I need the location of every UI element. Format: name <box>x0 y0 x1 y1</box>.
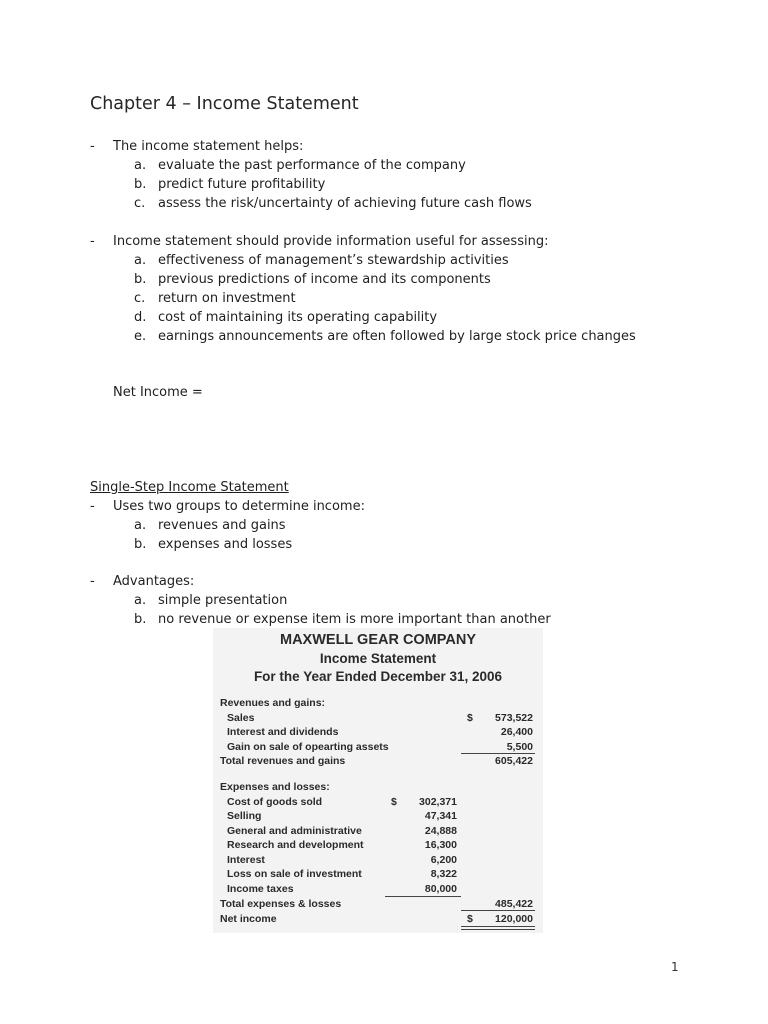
revenue-amount: 26,400 <box>500 726 533 738</box>
section-lead: The income statement helps: <box>113 139 304 154</box>
expense-label: Interest <box>227 854 265 866</box>
bullet-dash: - <box>90 139 95 154</box>
expense-label: Cost of goods sold <box>227 796 323 808</box>
list-letter: d. <box>134 310 147 325</box>
list-item: predict future profitability <box>158 177 326 192</box>
currency-symbol: $ <box>391 796 397 808</box>
list-letter: c. <box>134 196 146 211</box>
list-item: cost of maintaining its operating capability <box>158 310 438 325</box>
list-letter: e. <box>134 329 147 344</box>
list-letter: a. <box>134 253 147 268</box>
expense-amount: 80,000 <box>424 883 457 895</box>
page-number: 1 <box>671 960 679 974</box>
total-revenues-label: Total revenues and gains <box>220 755 346 767</box>
list-item: simple presentation <box>158 593 288 608</box>
expense-label: Selling <box>227 810 262 822</box>
revenue-label: Sales <box>227 712 255 724</box>
list-letter: c. <box>134 291 146 306</box>
subtotal-rule <box>461 753 535 754</box>
expense-label: Income taxes <box>227 883 294 895</box>
expense-label: Research and development <box>227 839 364 851</box>
list-letter: b. <box>134 537 147 552</box>
revenue-amount: 5,500 <box>506 741 533 753</box>
company-name: MAXWELL GEAR COMPANY <box>279 632 477 648</box>
currency-symbol: $ <box>467 712 473 724</box>
section-heading: Single-Step Income Statement <box>90 480 289 495</box>
section-lead: Advantages: <box>113 574 195 589</box>
double-rule-bottom <box>461 929 535 930</box>
list-item: expenses and losses <box>158 537 293 552</box>
double-rule-top <box>461 926 535 927</box>
list-item: evaluate the past performance of the company <box>158 158 466 173</box>
expense-amount: 8,322 <box>430 868 457 880</box>
section-lead: Income statement should provide information useful for assessing: <box>113 234 549 249</box>
currency-symbol: $ <box>467 913 473 925</box>
expense-amount: 24,888 <box>424 825 457 837</box>
list-item: effectiveness of management’s stewardship activities <box>158 253 509 268</box>
subtotal-rule <box>461 910 535 911</box>
list-item: earnings announcements are often followed by large stock price changes <box>158 329 636 344</box>
net-income-row-label: Net income <box>220 913 277 925</box>
net-income-amount: 120,000 <box>495 913 533 925</box>
revenues-heading: Revenues and gains: <box>220 697 326 709</box>
list-letter: a. <box>134 593 147 608</box>
list-letter: a. <box>134 158 147 173</box>
expense-label: Loss on sale of investment <box>227 868 362 880</box>
list-item: assess the risk/uncertainty of achieving future cash flows <box>158 196 532 211</box>
expense-amount: 47,341 <box>424 810 457 822</box>
revenue-amount: 573,522 <box>495 712 533 724</box>
page-title: Chapter 4 – Income Statement <box>90 94 359 114</box>
bullet-dash: - <box>90 574 95 589</box>
total-expenses-label: Total expenses & losses <box>220 898 342 910</box>
section-lead: Uses two groups to determine income: <box>113 499 365 514</box>
list-letter: b. <box>134 612 147 627</box>
expense-amount: 6,200 <box>430 854 457 866</box>
net-income-label: Net Income = <box>113 385 203 400</box>
expense-amount: 302,371 <box>419 796 457 808</box>
statement-name: Income Statement <box>319 651 437 666</box>
subtotal-rule <box>385 896 461 897</box>
revenue-label: Gain on sale of opearting assets <box>227 741 389 753</box>
list-letter: a. <box>134 518 147 533</box>
list-letter: b. <box>134 272 147 287</box>
bullet-dash: - <box>90 234 95 249</box>
total-expenses-amount: 485,422 <box>495 898 533 910</box>
expense-amount: 16,300 <box>424 839 457 851</box>
expense-label: General and administrative <box>227 825 362 837</box>
list-item: no revenue or expense item is more important than another <box>158 612 551 627</box>
total-revenues-amount: 605,422 <box>495 755 533 767</box>
list-letter: b. <box>134 177 147 192</box>
statement-period: For the Year Ended December 31, 2006 <box>253 669 503 684</box>
expenses-heading: Expenses and losses: <box>220 781 330 793</box>
bullet-dash: - <box>90 499 95 514</box>
list-item: return on investment <box>158 291 296 306</box>
income-statement-figure <box>213 628 543 933</box>
list-item: previous predictions of income and its components <box>158 272 491 287</box>
list-item: revenues and gains <box>158 518 286 533</box>
revenue-label: Interest and dividends <box>227 726 339 738</box>
